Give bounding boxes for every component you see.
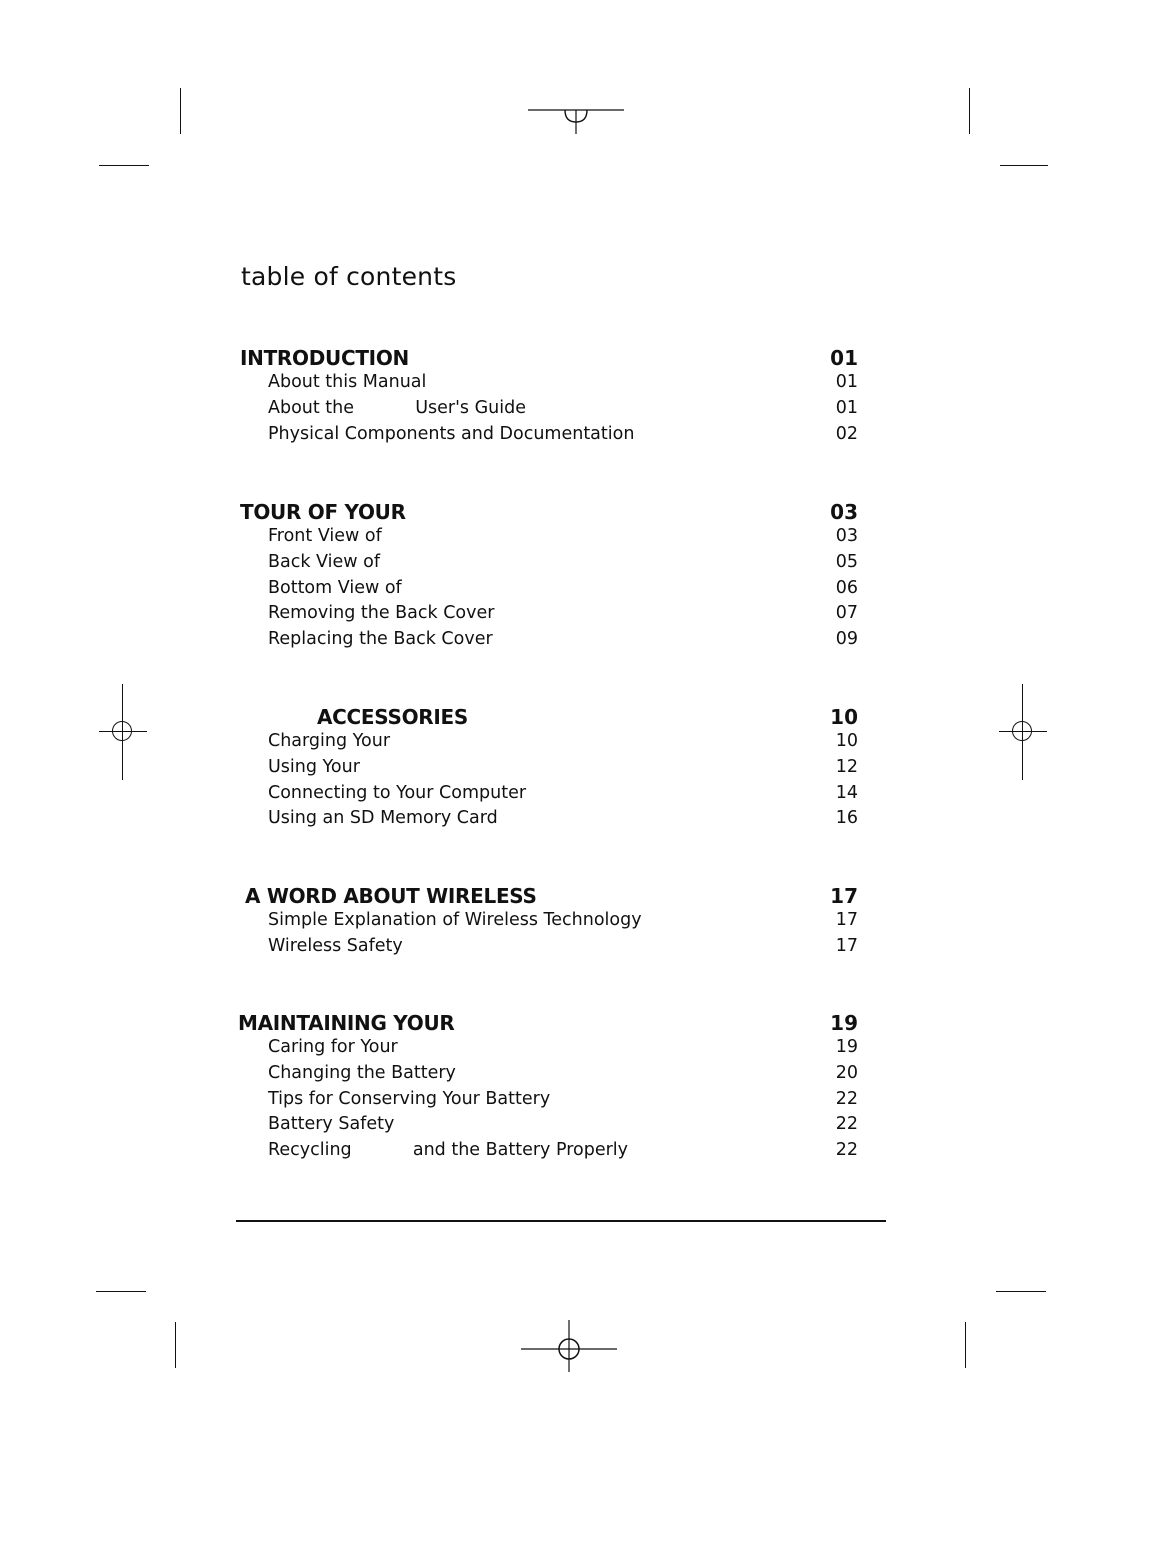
toc-entry — [240, 424, 860, 450]
toc-entry — [240, 629, 860, 655]
toc-entry-label: Wireless Safety — [268, 935, 403, 956]
toc-entry-page: 19 — [835, 1037, 858, 1057]
section-heading-label: ACCESSORIES — [317, 705, 469, 729]
section-heading — [240, 884, 860, 910]
toc-entry — [240, 783, 860, 809]
toc-entry-page: 02 — [835, 423, 858, 444]
section-heading — [240, 1011, 860, 1037]
toc-entry — [240, 731, 860, 757]
registration-mark-icon — [999, 684, 1047, 780]
toc-entry — [240, 552, 860, 578]
toc-entry-page: 12 — [835, 756, 858, 777]
bottom-divider — [236, 1220, 886, 1222]
toc-entry-label: Changing the Battery — [268, 1062, 456, 1083]
crop-mark — [175, 1322, 176, 1368]
crop-mark — [969, 88, 970, 134]
toc-entry-label: Battery Safety — [268, 1114, 395, 1135]
toc-entry-label: Simple Explanation of Wireless Technology — [268, 910, 642, 930]
toc-entry-label: Using Your — [268, 756, 360, 777]
registration-mark-icon — [99, 684, 147, 780]
toc-entry-page: 10 — [835, 731, 858, 751]
section-heading — [240, 705, 860, 731]
toc-entry-label: Replacing the Back Cover — [268, 629, 493, 650]
toc-entry — [240, 808, 860, 834]
toc-entry-page: 22 — [835, 1140, 858, 1161]
section-heading-label: TOUR OF YOUR — [240, 500, 406, 524]
toc-entry — [240, 1063, 860, 1089]
toc-entry-page: 14 — [835, 782, 858, 803]
toc-entry — [240, 603, 860, 629]
toc-entry — [240, 578, 860, 604]
toc-entry-page: 05 — [835, 551, 858, 572]
toc-entry-label: Removing the Back Cover — [268, 603, 495, 624]
toc-entry-page: 22 — [835, 1088, 858, 1109]
toc-entry-page: 09 — [835, 629, 858, 650]
section-page-number: 19 — [830, 1011, 858, 1035]
section-heading-label: A WORD ABOUT WIRELESS — [245, 884, 537, 908]
toc-entry — [240, 1114, 860, 1140]
section-page-number: 17 — [830, 884, 858, 908]
page-title: table of contents — [241, 262, 457, 291]
toc-section — [240, 884, 860, 962]
toc-entry-page: 16 — [835, 808, 858, 829]
toc-entry — [240, 1140, 860, 1166]
registration-mark-icon — [521, 1320, 617, 1372]
crop-mark — [996, 1291, 1046, 1292]
toc-entry-page: 20 — [835, 1062, 858, 1083]
toc-entry-label: Bottom View of — [268, 577, 402, 598]
toc-entry — [240, 757, 860, 783]
toc-entry-label: Caring for Your — [268, 1037, 398, 1057]
toc-entry-page: 03 — [835, 526, 858, 546]
toc-section — [240, 1011, 860, 1166]
toc-entry-page: 22 — [835, 1114, 858, 1135]
toc-entry-page: 07 — [835, 603, 858, 624]
toc-entry-label: Tips for Conserving Your Battery — [268, 1088, 551, 1109]
toc-entry — [240, 936, 860, 962]
toc-entry-page: 01 — [835, 397, 858, 418]
toc-entry-label: Connecting to Your Computer — [268, 782, 527, 803]
toc-entry — [240, 1089, 860, 1115]
crop-mark — [99, 165, 149, 166]
section-page-number: 01 — [830, 346, 858, 370]
toc-entry-label: Back View of — [268, 551, 381, 572]
toc-entry-label: About this Manual — [268, 372, 427, 392]
toc-entry-page: 06 — [835, 577, 858, 598]
registration-mark-icon — [528, 100, 624, 136]
toc-entry — [240, 910, 860, 936]
toc-entry — [240, 372, 860, 398]
toc-entry-label: About the User's Guide — [268, 397, 526, 418]
toc-entry-label: Using an SD Memory Card — [268, 808, 498, 829]
crop-mark — [96, 1291, 146, 1292]
section-page-number: 03 — [830, 500, 858, 524]
toc-entry — [240, 1037, 860, 1063]
toc-entry-label: Recycling and the Battery Properly — [268, 1140, 629, 1161]
toc-entry-label: Physical Components and Documentation — [268, 423, 635, 444]
crop-mark — [180, 88, 181, 134]
toc-entry — [240, 526, 860, 552]
toc-section — [240, 705, 860, 834]
crop-mark — [965, 1322, 966, 1368]
toc-section — [240, 346, 860, 449]
section-heading-label: MAINTAINING YOUR — [238, 1011, 455, 1035]
toc-entry — [240, 398, 860, 424]
toc-entry-page: 17 — [835, 935, 858, 956]
section-page-number: 10 — [830, 705, 858, 729]
toc-entry-label: Front View of — [268, 526, 382, 546]
section-heading — [240, 346, 860, 372]
toc-entry-label: Charging Your — [268, 731, 391, 751]
toc-entry-page: 01 — [835, 372, 858, 392]
section-heading-label: INTRODUCTION — [240, 346, 409, 370]
toc-entry-page: 17 — [835, 910, 858, 930]
toc-section — [240, 500, 860, 655]
section-heading — [240, 500, 860, 526]
crop-mark — [1000, 165, 1048, 166]
